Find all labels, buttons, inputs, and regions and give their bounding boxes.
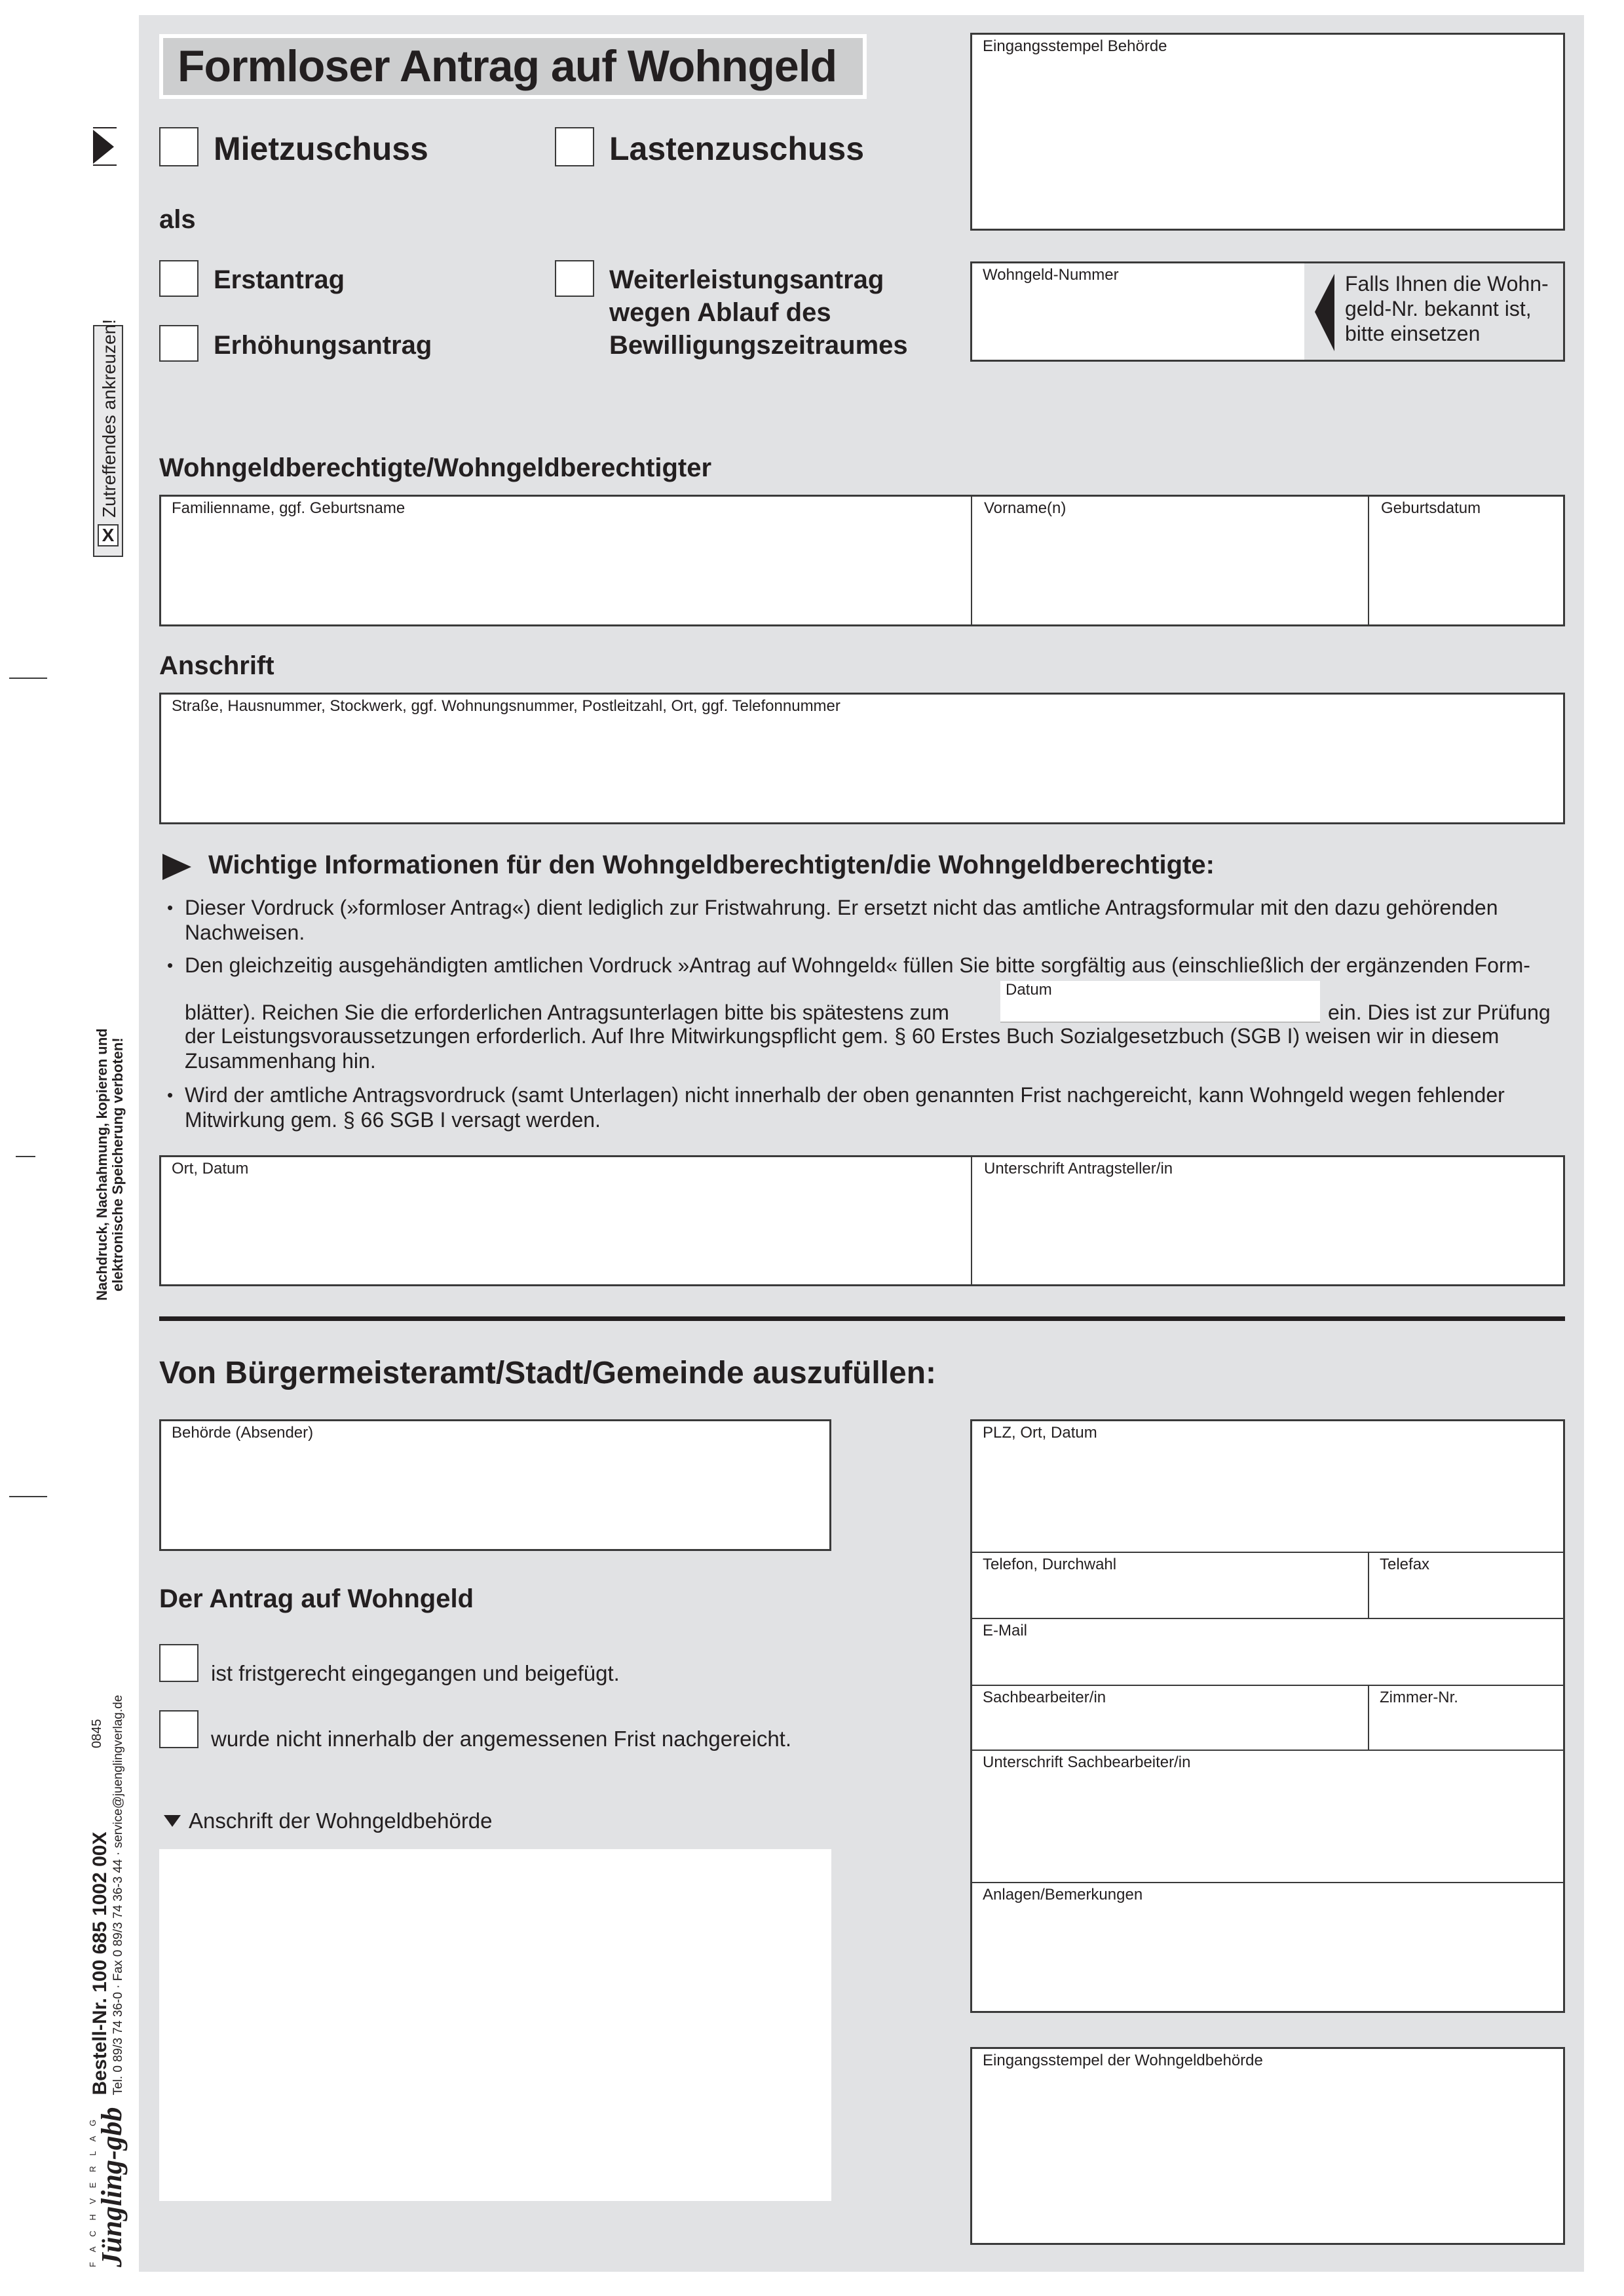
weiterleistung-line-1: Weiterleistungsantrag — [609, 265, 884, 294]
stamp-box-wohngeldbehoerde[interactable] — [970, 2047, 1565, 2245]
info-bullet-2 — [167, 953, 1566, 978]
info-bullet-3 — [167, 1082, 1566, 1132]
telefon-field[interactable] — [972, 1553, 1368, 1618]
copyright-line-2: elektronische Speicherung verboten! — [109, 1037, 126, 1292]
publisher-logo — [88, 2107, 126, 2267]
bullet-text: Den gleichzeitig ausgehändigten amtlichen Vordruck »Antrag auf Wohngeld« füllen Sie bitte sorgfältig aus (einschließlich der ergänzenden Form- — [185, 953, 1530, 977]
checkbox-erstantrag[interactable] — [159, 260, 198, 297]
bullet-text: Dieser Vordruck (»formloser Antrag«) dient lediglich zur Fristwahrung. Er ersetzt nicht das amtliche Antragsformular mit den dazu gehörenden Nachweisen. — [185, 896, 1498, 944]
hint-line-2: geld-Nr. bekannt ist, — [1345, 297, 1532, 320]
copyright-line-1: Nachdruck, Nachahmung, kopieren und — [94, 1028, 110, 1301]
address-label: Anschrift der Wohngeldbehörde — [189, 1808, 493, 1833]
left-pointer-icon — [1315, 274, 1336, 351]
telefax-field[interactable] — [1369, 1553, 1563, 1618]
ort-datum-field[interactable] — [161, 1157, 971, 1284]
antrag-heading: Der Antrag auf Wohngeld — [159, 1584, 474, 1613]
triangle-down-icon — [164, 1815, 181, 1828]
label-lastenzuschuss: Lastenzuschuss — [609, 130, 865, 167]
email-field[interactable] — [972, 1619, 1563, 1684]
authority-heading: Von Bürgermeisteramt/Stadt/Gemeinde auszufüllen: — [159, 1356, 937, 1390]
bullet-2-pre-date: blätter). Reichen Sie die erforderlichen Antragsunterlagen bitte bis spätestens zum — [185, 1001, 949, 1024]
page-title: Formloser Antrag auf Wohngeld — [163, 38, 863, 95]
stamp-wohngeldbehoerde-label: Eingangsstempel der Wohngeldbehörde — [983, 2052, 1263, 2069]
unterschrift-label: Unterschrift Antragsteller/in — [984, 1160, 1173, 1177]
wohngeld-nummer-field[interactable] — [970, 261, 1565, 362]
unterschrift-antragsteller-field[interactable] — [972, 1157, 1563, 1284]
label-nicht-nachgereicht: wurde nicht innerhalb der angemessenen Frist nachgereicht. — [211, 1727, 792, 1751]
publisher-contact: Tel. 0 89/3 74 36-0 · Fax 0 89/3 74 36-3 44 · service@juenglingverlag.de — [111, 1694, 125, 2095]
familienname-field[interactable] — [161, 497, 971, 624]
form-code: 0845 — [90, 1719, 104, 1748]
order-number: Bestell-Nr. 100 685 1002 00X — [89, 1831, 111, 2095]
weiterleistung-line-3: Bewilligungszeitraumes — [609, 331, 908, 360]
weiterleistung-line-2: wegen Ablauf des — [609, 298, 831, 327]
familienname-label: Familienname, ggf. Geburtsname — [172, 499, 406, 517]
absender-label: Behörde (Absender) — [172, 1424, 314, 1442]
geburtsdatum-field[interactable] — [1369, 497, 1563, 624]
info-heading: Wichtige Informationen für den Wohngeldberechtigten/die Wohngeldberechtigte: — [208, 851, 1215, 879]
sachbearbeiter-field[interactable] — [972, 1686, 1368, 1750]
unterschrift-sachbearbeiter-field[interactable] — [972, 1751, 1563, 1882]
anlagen-field[interactable] — [972, 1883, 1563, 2011]
wohngeldbehoerde-address-field[interactable] — [159, 1849, 831, 2201]
bullet-dot-icon: • — [167, 898, 174, 917]
info-bullet-1 — [167, 895, 1566, 945]
vorname-label: Vorname(n) — [984, 499, 1067, 517]
checkbox-weiterleistungsantrag[interactable] — [555, 260, 594, 297]
checkbox-erhoehungsantrag[interactable] — [159, 325, 198, 362]
wohngeld-nummer-label: Wohngeld-Nummer — [983, 266, 1119, 284]
email-label: E-Mail — [983, 1622, 1028, 1639]
berechtigte-table — [159, 495, 1565, 626]
behoerde-absender-field[interactable] — [159, 1419, 831, 1551]
punch-mark — [16, 1156, 35, 1157]
checkbox-mietzuschuss[interactable] — [159, 127, 198, 166]
checkbox-lastenzuschuss[interactable] — [555, 127, 594, 166]
plz-ort-datum-label: PLZ, Ort, Datum — [983, 1424, 1097, 1442]
hint-line-3: bitte einsetzen — [1345, 322, 1481, 345]
anschrift-heading: Anschrift — [159, 651, 274, 680]
label-mietzuschuss: Mietzuschuss — [214, 130, 428, 167]
copyright-notice — [94, 1028, 126, 1301]
bullet-dot-icon: • — [167, 1085, 174, 1105]
sachbearbeiter-label: Sachbearbeiter/in — [983, 1689, 1106, 1706]
plz-ort-datum-field[interactable] — [972, 1421, 1563, 1553]
stamp-label: Eingangsstempel Behörde — [983, 37, 1167, 55]
label-fristgerecht: ist fristgerecht eingegangen und beigefügt. — [211, 1661, 620, 1685]
label-erstantrag: Erstantrag — [214, 265, 345, 294]
publisher-name: Jüngling-gbb — [96, 2107, 128, 2267]
section-separator — [159, 1316, 1565, 1321]
publisher-block — [88, 1695, 126, 2267]
zimmer-label: Zimmer-Nr. — [1380, 1689, 1458, 1706]
vorname-field[interactable] — [972, 497, 1368, 624]
geburtsdatum-label: Geburtsdatum — [1381, 499, 1481, 517]
bullet-dot-icon: • — [167, 955, 174, 975]
x-mark-icon: X — [98, 524, 119, 546]
als-label: als — [159, 205, 196, 234]
zimmer-field[interactable] — [1369, 1686, 1563, 1750]
telefax-label: Telefax — [1380, 1556, 1430, 1573]
checkbox-fristgerecht[interactable] — [159, 1644, 198, 1682]
ort-datum-label: Ort, Datum — [172, 1160, 249, 1177]
label-erhoehungsantrag: Erhöhungsantrag — [214, 331, 432, 360]
datum-label: Datum — [1006, 981, 1052, 999]
pointer-arrow-icon — [92, 127, 118, 166]
stamp-box-behoerde[interactable] — [970, 33, 1565, 231]
fold-mark — [9, 678, 47, 679]
publisher-tagline: F A C H V E R L A G — [88, 2115, 98, 2267]
unterschrift-sachbearbeiter-label: Unterschrift Sachbearbeiter/in — [983, 1753, 1191, 1771]
bullet-text: Wird der amtliche Antragsvordruck (samt Unterlagen) nicht innerhalb der oben genannten Frist nachgereicht, kann Wohngeld wegen fehlender Mitwirkung gem. § 66 SGB I versagt werden. — [185, 1083, 1505, 1132]
wohngeld-nummer-hint — [1304, 263, 1563, 360]
anschrift-field[interactable] — [159, 693, 1565, 824]
signature-table — [159, 1155, 1565, 1286]
hint-line-1: Falls Ihnen die Wohn- — [1345, 272, 1549, 296]
checkbox-nicht-nachgereicht[interactable] — [159, 1710, 198, 1748]
title-frame — [159, 34, 867, 99]
ankreuzen-hint — [93, 318, 123, 557]
anschrift-label: Straße, Hausnummer, Stockwerk, ggf. Wohnungsnummer, Postleitzahl, Ort, ggf. Telefonnummer — [172, 697, 840, 715]
ankreuzen-text: Zutreffendes ankreuzen! — [99, 318, 119, 518]
anlagen-label: Anlagen/Bemerkungen — [983, 1886, 1143, 1904]
telefon-label: Telefon, Durchwahl — [983, 1556, 1117, 1573]
bullet-2-rest: der Leistungsvoraussetzungen erforderlich. Auf Ihre Mitwirkungspflicht gem. § 60 Erstes Buch Sozialgesetzbuch (SGB I) weisen wir in diesem Zusammenhang hin. — [185, 1024, 1500, 1073]
fold-mark — [9, 1496, 47, 1497]
frist-datum-field[interactable] — [1000, 981, 1320, 1023]
berechtigte-heading: Wohngeldberechtigte/Wohngeldberechtigter — [159, 453, 712, 482]
info-arrow-icon — [162, 854, 191, 880]
authority-details-table — [970, 1419, 1565, 2013]
bullet-2-post-date: ein. Dies ist zur Prüfung — [1328, 1001, 1551, 1024]
label-weiterleistungsantrag — [609, 263, 908, 362]
